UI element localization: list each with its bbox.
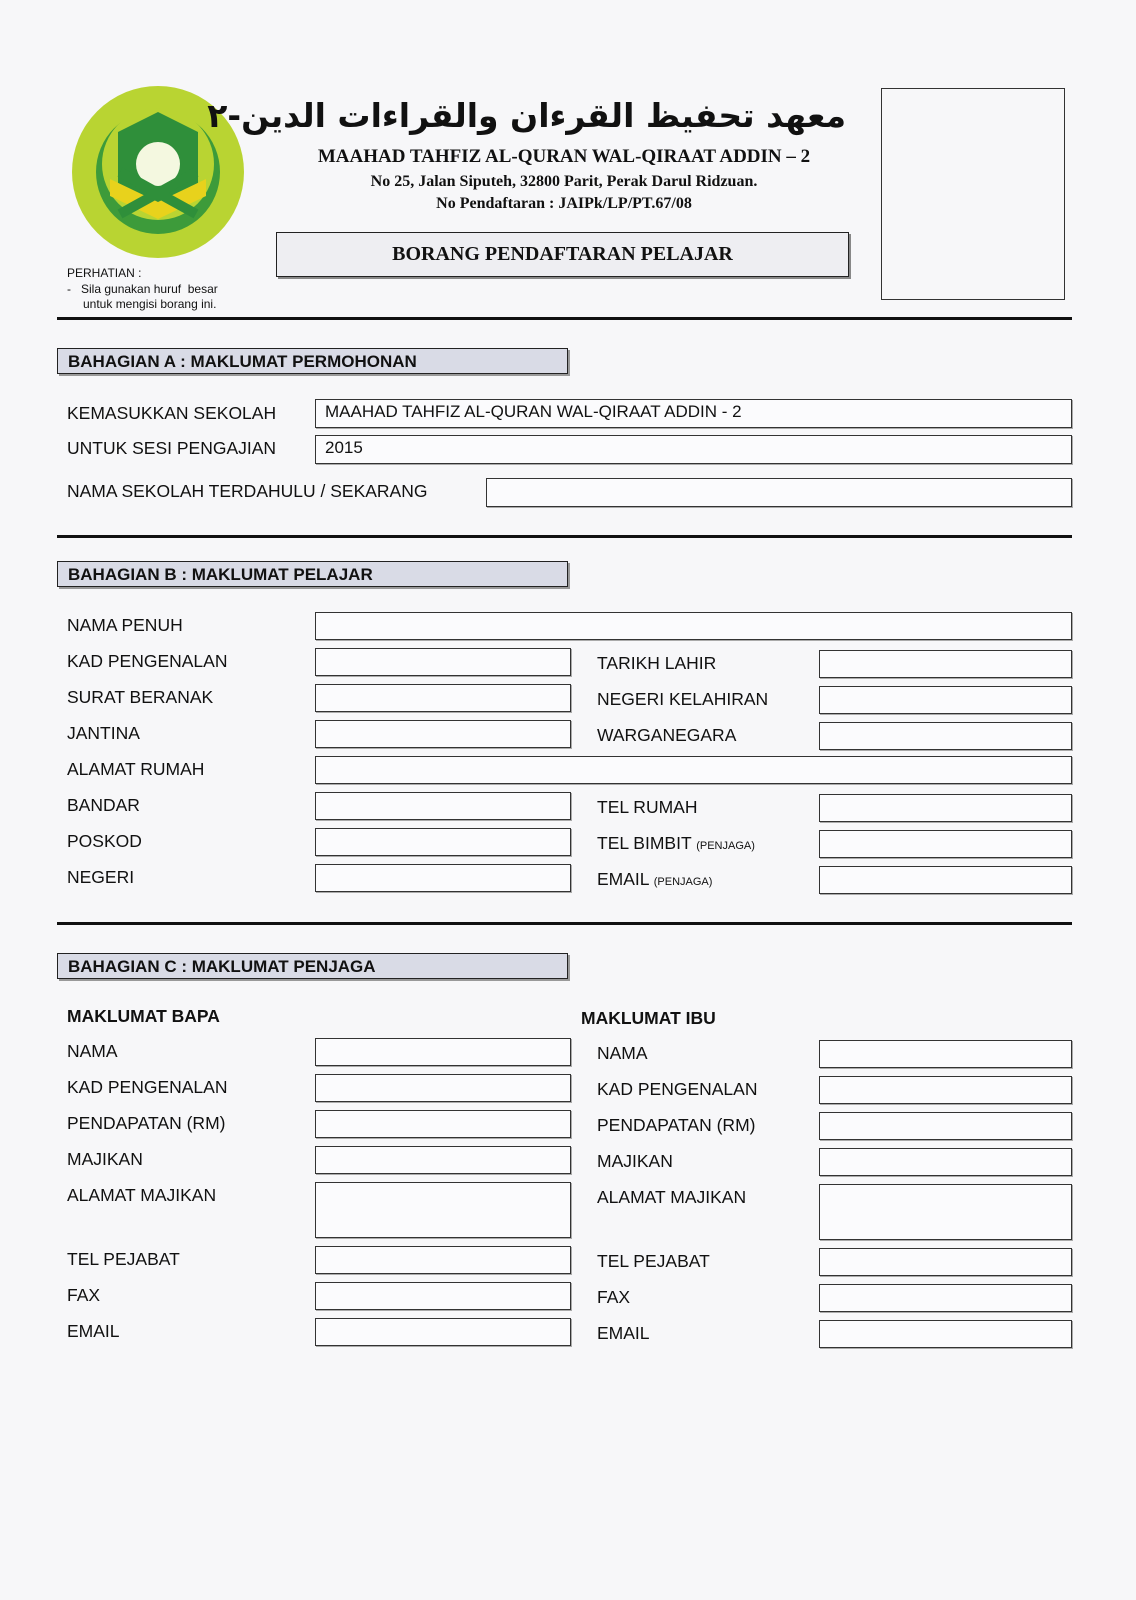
father-field-0[interactable] <box>315 1038 571 1066</box>
notice-line-1: - Sila gunakan huruf besar <box>67 282 218 296</box>
mother-label-6 <box>597 1287 630 1307</box>
mother-field-3[interactable] <box>819 1148 1072 1176</box>
father-field-5[interactable] <box>315 1246 571 1274</box>
label-b-right-1-text: NEGERI KELAHIRAN <box>597 689 769 709</box>
mother-heading: MAKLUMAT IBU <box>581 1008 716 1028</box>
father-label-2-text: PENDAPATAN (RM) <box>67 1113 226 1133</box>
divider <box>57 535 1072 538</box>
mother-label-0-text: NAMA <box>597 1043 648 1063</box>
student-field-right-2[interactable] <box>819 722 1072 750</box>
student-field-left-5[interactable] <box>315 792 571 820</box>
mother-label-3-text: MAJIKAN <box>597 1151 673 1171</box>
father-field-3[interactable] <box>315 1146 571 1174</box>
father-field-7[interactable] <box>315 1318 571 1346</box>
student-field-left-2[interactable] <box>315 684 571 712</box>
label-b-right-1 <box>597 689 768 709</box>
photo-box[interactable] <box>881 88 1065 300</box>
label-b-left-0-text: NAMA PENUH <box>67 615 183 635</box>
father-heading: MAKLUMAT BAPA <box>67 1006 220 1026</box>
label-b-right-2 <box>597 725 736 745</box>
student-field-right-0[interactable] <box>819 650 1072 678</box>
student-field-left-4[interactable] <box>315 756 1072 784</box>
divider <box>57 317 1072 320</box>
sesi-pengajian-field[interactable]: 2015 <box>315 435 1072 464</box>
section-a-header: BAHAGIAN A : MAKLUMAT PERMOHONAN <box>57 348 568 374</box>
notice-line-2: untuk mengisi borang ini. <box>83 297 217 311</box>
student-field-right-5[interactable] <box>819 866 1072 894</box>
label-b-left-3 <box>67 723 140 743</box>
father-label-3-text: MAJIKAN <box>67 1149 143 1169</box>
label-b-left-0 <box>67 615 183 635</box>
kemasukkan-sekolah-field[interactable]: MAAHAD TAHFIZ AL-QURAN WAL-QIRAAT ADDIN - 2 <box>315 399 1072 428</box>
father-label-5-text: TEL PEJABAT <box>67 1249 180 1269</box>
form-title: BORANG PENDAFTARAN PELAJAR <box>276 232 849 277</box>
label-b-left-2-text: SURAT BERANAK <box>67 687 214 707</box>
label-sesi-pengajian <box>67 438 276 458</box>
student-field-right-4[interactable] <box>819 830 1072 858</box>
label-b-left-6-text: POSKOD <box>67 831 142 851</box>
father-field-1[interactable] <box>315 1074 571 1102</box>
label-nama-sekolah-text: NAMA SEKOLAH TERDAHULU / SEKARANG <box>67 481 428 501</box>
mother-label-1-text: KAD PENGENALAN <box>597 1079 758 1099</box>
mother-label-6-text: FAX <box>597 1287 631 1307</box>
school-address: No 25, Jalan Siputeh, 32800 Parit, Perak Darul Ridzuan. <box>370 173 758 190</box>
student-field-left-1[interactable] <box>315 648 571 676</box>
arabic-title: معهد تحفيظ القرءان والقراءات الدين-٢ <box>207 96 846 135</box>
label-b-left-2 <box>67 687 213 707</box>
mother-field-4[interactable] <box>819 1184 1072 1240</box>
mother-label-5-text: TEL PEJABAT <box>597 1251 710 1271</box>
notice-heading: PERHATIAN : <box>67 266 142 280</box>
mother-label-2 <box>597 1115 755 1135</box>
divider <box>57 922 1072 925</box>
father-label-3 <box>67 1149 143 1169</box>
mother-label-3 <box>597 1151 673 1171</box>
mother-label-0 <box>597 1043 648 1063</box>
mother-field-1[interactable] <box>819 1076 1072 1104</box>
mother-label-5 <box>597 1251 710 1271</box>
father-label-4-text: ALAMAT MAJIKAN <box>67 1185 217 1205</box>
label-b-left-7 <box>67 867 134 887</box>
nama-sekolah-field[interactable] <box>486 478 1072 507</box>
label-b-left-3-text: JANTINA <box>67 723 140 743</box>
mother-field-5[interactable] <box>819 1248 1072 1276</box>
label-b-left-1-text: KAD PENGENALAN <box>67 651 228 671</box>
mother-label-7 <box>597 1323 650 1343</box>
section-b-header: BAHAGIAN B : MAKLUMAT PELAJAR <box>57 561 568 587</box>
father-label-1-text: KAD PENGENALAN <box>67 1077 228 1097</box>
father-label-6-text: FAX <box>67 1285 101 1305</box>
label-b-right-3 <box>597 797 697 817</box>
label-b-right-4 <box>597 833 755 856</box>
label-b-right-4-text: TEL BIMBIT <box>597 833 692 853</box>
label-b-right-0 <box>597 653 716 673</box>
mother-label-7-text: EMAIL <box>597 1323 650 1343</box>
mother-field-6[interactable] <box>819 1284 1072 1312</box>
label-kemasukkan-sekolah <box>67 403 276 423</box>
mother-field-0[interactable] <box>819 1040 1072 1068</box>
student-field-left-3[interactable] <box>315 720 571 748</box>
father-field-2[interactable] <box>315 1110 571 1138</box>
label-b-left-4-text: ALAMAT RUMAH <box>67 759 205 779</box>
penjaga-note: (PENJAGA) <box>653 876 713 888</box>
label-b-left-5 <box>67 795 140 815</box>
label-b-left-5-text: BANDAR <box>67 795 140 815</box>
label-nama-sekolah <box>67 481 427 501</box>
mother-field-2[interactable] <box>819 1112 1072 1140</box>
father-field-4[interactable] <box>315 1182 571 1238</box>
student-field-left-6[interactable] <box>315 828 571 856</box>
mother-label-1 <box>597 1079 757 1099</box>
label-b-right-0-text: TARIKH LAHIR <box>597 653 717 673</box>
label-sesi-pengajian-text: UNTUK SESI PENGAJIAN <box>67 438 277 458</box>
mother-label-4 <box>597 1187 746 1207</box>
label-b-left-4 <box>67 759 204 779</box>
father-label-5 <box>67 1249 180 1269</box>
father-label-0-text: NAMA <box>67 1041 118 1061</box>
student-field-right-3[interactable] <box>819 794 1072 822</box>
label-b-left-1 <box>67 651 227 671</box>
father-label-2 <box>67 1113 225 1133</box>
father-field-6[interactable] <box>315 1282 571 1310</box>
mother-label-4-text: ALAMAT MAJIKAN <box>597 1187 747 1207</box>
label-kemasukkan-sekolah-text: KEMASUKKAN SEKOLAH <box>67 403 277 423</box>
label-b-left-7-text: NEGERI <box>67 867 135 887</box>
father-label-4 <box>67 1185 216 1205</box>
penjaga-note: (PENJAGA) <box>696 840 755 852</box>
father-label-0 <box>67 1041 118 1061</box>
school-name: MAAHAD TAHFIZ AL-QURAN WAL-QIRAAT ADDIN – 2 <box>317 146 811 167</box>
label-b-right-3-text: TEL RUMAH <box>597 797 698 817</box>
father-label-6 <box>67 1285 100 1305</box>
section-c-header: BAHAGIAN C : MAKLUMAT PENJAGA <box>57 953 568 979</box>
registration-number: No Pendaftaran : JAIPk/LP/PT.67/08 <box>436 195 692 212</box>
mother-field-7[interactable] <box>819 1320 1072 1348</box>
student-field-left-0[interactable] <box>315 612 1072 640</box>
label-b-left-6 <box>67 831 142 851</box>
mother-label-2-text: PENDAPATAN (RM) <box>597 1115 756 1135</box>
student-field-right-1[interactable] <box>819 686 1072 714</box>
student-field-left-7[interactable] <box>315 864 571 892</box>
father-label-7-text: EMAIL <box>67 1321 120 1341</box>
father-label-1 <box>67 1077 227 1097</box>
label-b-right-5-text: EMAIL <box>597 869 649 889</box>
label-b-right-5 <box>597 869 712 892</box>
label-b-right-2-text: WARGANEGARA <box>597 725 737 745</box>
father-label-7 <box>67 1321 120 1341</box>
